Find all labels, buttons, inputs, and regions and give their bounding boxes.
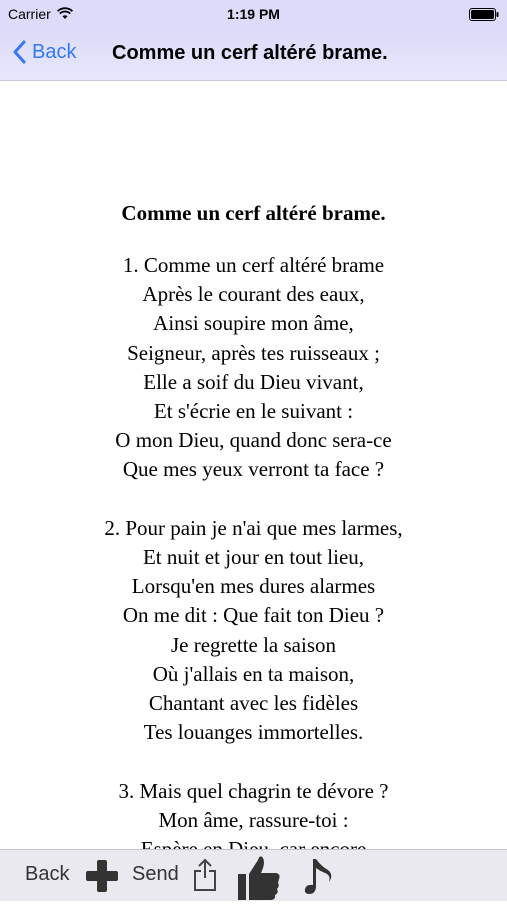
lyric-line: Après le courant des eaux, bbox=[142, 282, 365, 307]
plus-icon[interactable] bbox=[84, 858, 120, 900]
lyric-line: Ainsi soupire mon âme, bbox=[153, 311, 354, 336]
lyric-line: Tes louanges immortelles. bbox=[143, 720, 364, 745]
lyric-line: Elle a soif du Dieu vivant, bbox=[143, 369, 364, 394]
lyrics-view[interactable] bbox=[0, 81, 507, 849]
lyric-line: 2. Pour pain je n'ai que mes larmes, bbox=[104, 515, 403, 540]
nav-back-button[interactable] bbox=[12, 40, 76, 64]
lyric-line: O mon Dieu, quand donc sera-ce bbox=[115, 428, 392, 453]
status-time: 1:19 PM bbox=[227, 6, 280, 22]
lyrics-body bbox=[0, 251, 507, 893]
lyric-line: Où j'allais en ta maison, bbox=[152, 661, 355, 686]
bottom-toolbar bbox=[0, 849, 507, 901]
verse bbox=[0, 514, 507, 748]
carrier-label: Carrier bbox=[8, 6, 51, 22]
lyric-line: Lorsqu'en mes dures alarmes bbox=[131, 574, 376, 599]
music-note-icon[interactable] bbox=[303, 856, 337, 902]
lyric-line: Je regrette la saison bbox=[170, 632, 337, 657]
lyric-line: Et nuit et jour en tout lieu, bbox=[142, 545, 365, 570]
song-title: Comme un cerf altéré brame. bbox=[121, 201, 386, 225]
lyric-line: Mon âme, rassure-toi : bbox=[158, 807, 349, 832]
verse bbox=[0, 251, 507, 485]
lyric-line: 3. Mais quel chagrin te dévore ? bbox=[118, 778, 389, 803]
lyric-line: Chantant avec les fidèles bbox=[148, 691, 359, 716]
lyric-line: 1. Comme un cerf altéré brame bbox=[122, 253, 385, 277]
status-bar bbox=[0, 0, 507, 28]
battery-icon bbox=[469, 8, 499, 24]
lyric-line: Et s'écrie en le suivant : bbox=[153, 399, 354, 424]
toolbar-back-button[interactable]: Back bbox=[25, 863, 70, 885]
navigation-bar bbox=[0, 28, 507, 81]
thumbs-up-icon[interactable] bbox=[234, 850, 282, 907]
page-title: Comme un cerf altéré brame. bbox=[112, 42, 388, 64]
lyric-line: Seigneur, après tes ruisseaux ; bbox=[127, 340, 380, 365]
lyric-line: On me dit : Que fait ton Dieu ? bbox=[122, 603, 385, 628]
lyric-line: Que mes yeux verront ta face ? bbox=[122, 457, 385, 482]
nav-back-label: Back bbox=[32, 40, 77, 63]
chevron-left-icon bbox=[12, 40, 26, 64]
send-button[interactable]: Send bbox=[132, 863, 179, 885]
share-icon[interactable] bbox=[192, 858, 218, 898]
